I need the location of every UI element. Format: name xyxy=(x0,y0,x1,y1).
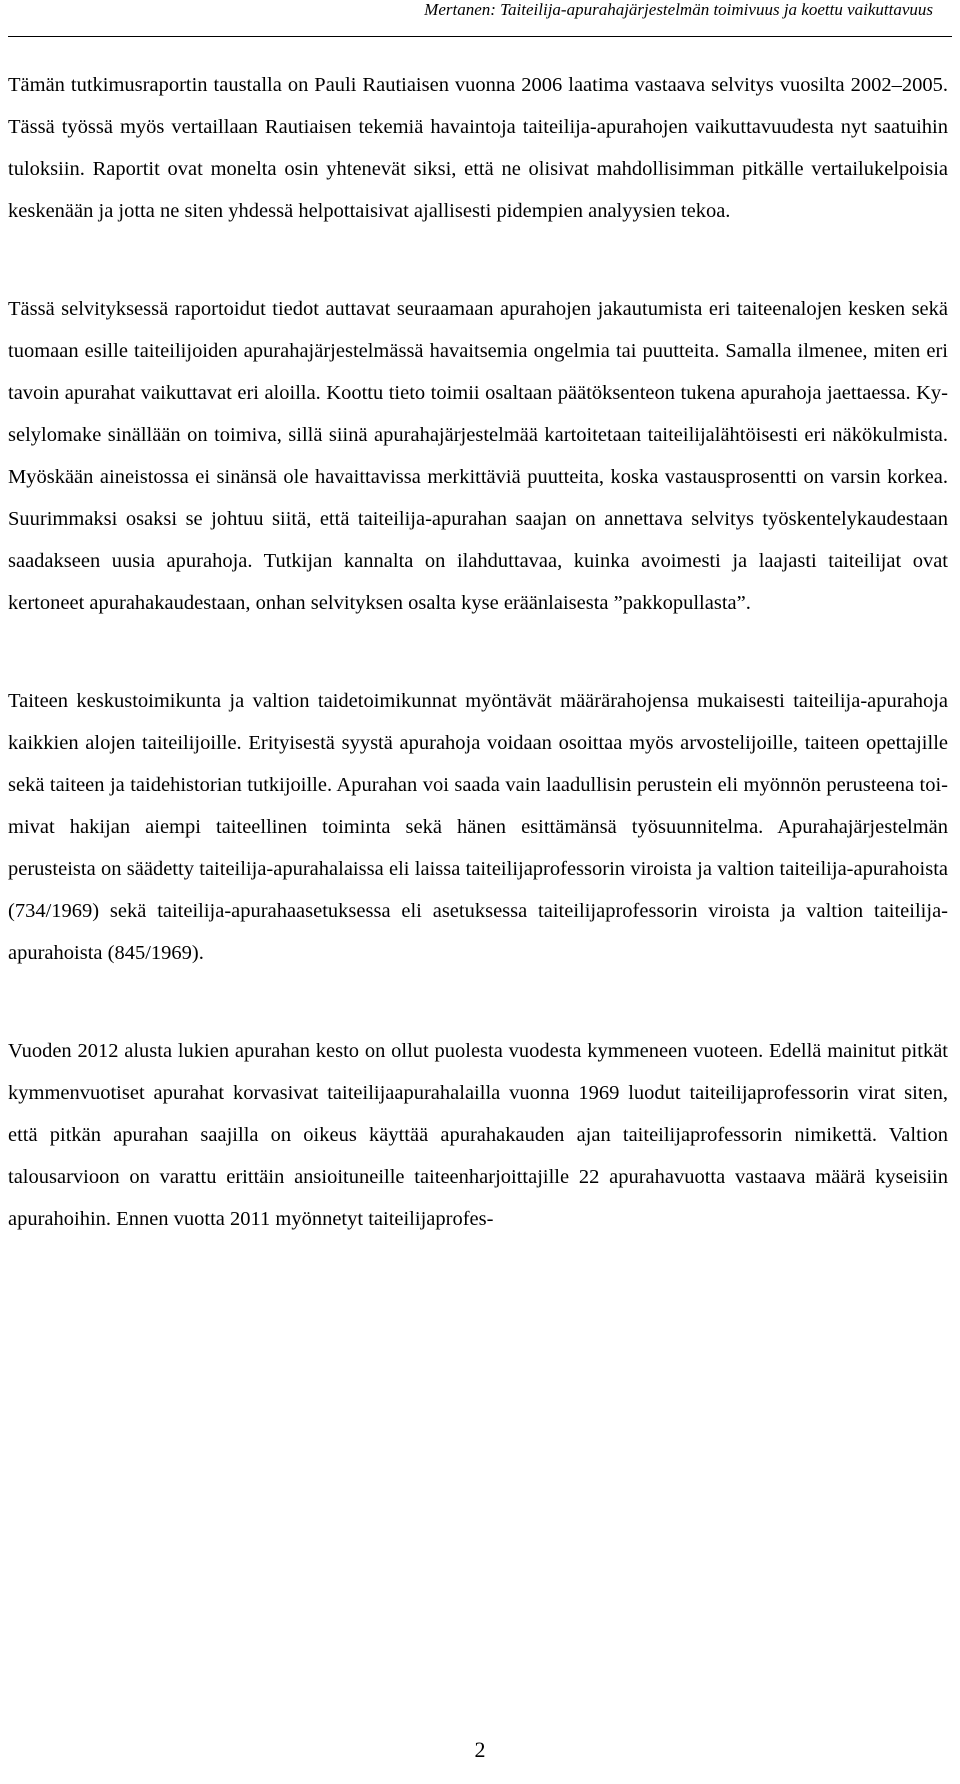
document-body xyxy=(8,64,948,1240)
paragraph-grant-duration: Vuoden 2012 alusta lukien apurahan kesto on ollut puolesta vuodesta kymmeneen vuoteen. Edellä mainitut pitkät kymmenvuotiset apurahat korvasivat taiteilijaapurahalailla vuonna 1969 luodut taiteilijaprofessorin virat siten, että pitkän apurahan saajilla on oikeus käyttää apurahakauden ajan taiteilijaprofessorin nimikettä. Valtion talousarvioon on varattu erittäin ansioituneille taiteenharjoittajille 22 apurahavuotta vastaava määrä kyseisiin apurahoihin. Ennen vuotta 2011 myönnetyt taiteilijaprofes- xyxy=(8,1040,948,1230)
paragraph-grant-awarding: Taiteen keskustoimikunta ja valtion taidetoimikunnat myöntävät määrärahojensa mukaisesti taiteilija-apurahoja kaikkien alojen taiteilijoille. Erityisestä syystä apurahoja voidaan osoittaa myös arvostelijoille, taiteen opettajille sekä taiteen ja taidehistorian tutkijoille. Apurahan voi saada vain laadullisin perustein eli myönnön perusteena toimivat hakijan aiempi taiteellinen toiminta sekä hänen esittämänsä työsuunnitelma. Apurahajärjestelmän perusteista on säädetty taiteilija-apurahalaissa eli laissa taiteilijaprofessorin viroista ja valtion taiteilija-apurahoista (734/1969) sekä taiteilija-apurahaasetuksessa eli asetuksessa taiteilijaprofessorin viroista ja valtion taiteilija-apurahoista (845/1969). xyxy=(8,690,948,964)
running-header: Mertanen: Taiteilija-apurahajärjestelmän toimivuus ja koettu vaikuttavuus xyxy=(424,0,933,19)
header-divider xyxy=(8,36,952,37)
page-number: 2 xyxy=(474,1737,486,1762)
paragraph-background: Tämän tutkimusraportin taustalla on Pauli Rautiaisen vuonna 2006 laatima vastaava selvitys vuosilta 2002–2005. Tässä työssä myös vertaillaan Rautiaisen tekemiä havaintoja taiteilija-apurahojen vaikuttavuudesta nyt saatuihin tuloksiin. Raportit ovat monelta osin yhtenevät siksi, että ne olisivat mahdollisimman pitkälle vertailukelpoisia keskenään ja jotta ne siten yhdessä helpottaisivat ajallisesti pidempien analyysien tekoa. xyxy=(8,74,948,222)
paragraph-report-purpose: Tässä selvityksessä raportoidut tiedot auttavat seuraamaan apurahojen jakautumista eri taiteenalojen kesken sekä tuomaan esille taiteilijoiden apurahajärjestelmässä havaitsemia ongelmia tai puutteita. Samalla ilmenee, miten eri tavoin apurahat vaikuttavat eri aloilla. Koottu tieto toimii osaltaan päätöksenteon tukena apurahoja jaettaessa. Kyselylomake sinällään on toimiva, sillä siinä apurahajärjestelmää kartoitetaan taiteilijalähtöisesti eri näkökulmista. Myöskään aineistossa ei sinänsä ole havaittavissa merkittäviä puutteita, koska vastausprosentti on varsin korkea. Suurimmaksi osaksi se johtuu siitä, että taiteilija-apurahan saajan on annettava selvitys työskentelykaudestaan saadakseen uusia apurahoja. Tutkijan kannalta on ilahduttavaa, kuinka avoimesti ja laajasti taiteilijat ovat kertoneet apurahakaudestaan, onhan selvityksen osalta kyse eräänlaisesta ”pakkopullasta”. xyxy=(8,298,948,614)
